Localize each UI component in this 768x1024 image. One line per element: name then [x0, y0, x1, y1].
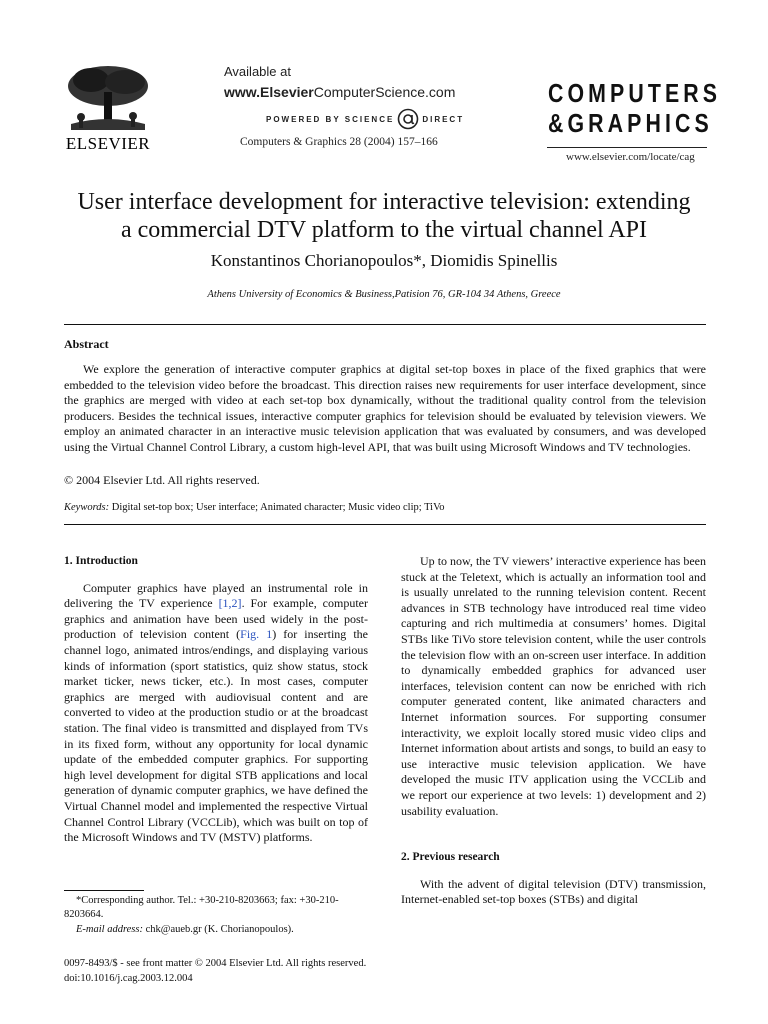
powered-by-end: DIRECT — [422, 114, 465, 124]
journal-title-line2: &GRAPHICS — [548, 108, 713, 138]
elsevier-logo — [58, 62, 158, 154]
elsevier-tree-icon — [61, 62, 155, 132]
journal-citation: Computers & Graphics 28 (2004) 157–166 — [240, 136, 438, 148]
journal-url[interactable]: www.elsevier.com/locate/cag — [566, 151, 695, 163]
available-at-label: Available at — [224, 64, 291, 79]
website-rest: ComputerScience.com — [313, 84, 456, 100]
publisher-logo-text: ELSEVIER — [65, 134, 151, 153]
abstract-copyright: © 2004 Elsevier Ltd. All rights reserved. — [64, 473, 260, 487]
keywords-list: Digital set-top box; User interface; Animated character; Music video clip; TiVo — [111, 502, 445, 513]
previous-research-paragraph-1: With the advent of digital television (DTV) transmission, Internet-enabled set-top boxes (STBs) and digital — [401, 876, 706, 907]
section-heading-previous-research: 2. Previous research — [401, 851, 500, 864]
bottom-metadata — [64, 956, 366, 986]
website-bold: www.Elsevier — [224, 84, 314, 100]
doi-line[interactable]: doi:10.1016/j.cag.2003.12.004 — [64, 973, 193, 984]
abstract-heading: Abstract — [64, 337, 109, 351]
intro-paragraph-1 — [64, 581, 368, 846]
article-title — [40, 188, 728, 244]
keywords-line — [64, 502, 445, 513]
powered-by-line — [266, 108, 464, 130]
abstract-body: We explore the generation of interactive computer graphics at digital set-top boxes in place of the fixed graphics that were embedded to the television video before the broadcast. This direction raises new requirements for user interface development, since the graphics are merged with video at each set-top box dynamically, without the traditional quality control from the television producers. Besides the technical issues, interactive computer graphics for television should be evaluated by television viewers. We employ an animated character in an interactive music television application that was evaluated by consumers, and was developed using the Virtual Channel Control Library, a custom high-level API, that was built using Microsoft Windows and TV technologies. — [64, 362, 706, 454]
website-link[interactable] — [224, 84, 455, 100]
article-title-line1: User interface development for interactive television: extending — [77, 189, 691, 215]
intro-p1-text-b: . For example, computer graphics and animation have been used widely in the post-production of television content ( — [64, 596, 368, 642]
intro-p1-text-a: Computer graphics have played an instrumental role in delivering the TV experience — [64, 580, 368, 611]
citation-ref-1-2[interactable]: [1,2] — [218, 596, 242, 611]
journal-title-line1: COMPUTERS — [548, 78, 722, 108]
intro-paragraph-2: Up to now, the TV viewers’ interactive experience has been stuck at the Teletext, which is actually an information tool and is usually unrelated to the running television content. Recent advances in STB technology have introduced real time video capturing and rich multimedia at consumers’ homes. Digital STBs like TiVo store television content, while the user controls the television flow with an on-screen user interface. In addition to dynamically embedded graphics for advanced user interfaces, television content can now be enriched with rich computer generated content, like animated characters and Internet information sources. For supporting consumer interactivity, we exploit locally stored music video clips and Internet information about artists and songs, to build an easy to use interactive music television application. We have developed the music ITV application using the VCCLib and we report our experience at two levels: 1) development and 2) usability evaluation. — [401, 554, 706, 818]
sciencedirect-at-icon — [397, 108, 419, 130]
powered-by-label: POWERED BY SCIENCE — [266, 114, 395, 124]
corresponding-author-footnote: *Corresponding author. Tel.: +30-210-8203663; fax: +30-210-8203664. — [64, 895, 339, 920]
keywords-label: Keywords: — [64, 502, 110, 513]
email-label: E-mail address: — [76, 924, 143, 935]
right-column — [401, 554, 706, 908]
article-title-line2: a commercial DTV platform to the virtual channel API — [120, 217, 648, 243]
left-column — [64, 554, 368, 846]
email-footnote — [64, 924, 368, 935]
figure-ref-1[interactable]: Fig. 1 — [240, 627, 273, 642]
journal-title — [548, 78, 721, 138]
abstract-bottom-rule — [64, 524, 706, 525]
intro-p1-text-c: ) for inserting the channel logo, animated intros/endings, and displaying various kinds of information (sport statistics, quiz show status, stock market ticker, news ticker, etc.). In most cases, computer graphics are merged with audiovisual content and are converted to video at the production studio or at the broadcast station. The final video is transmitted and displayed from TVs in its fixed form, without any opportunity for local dynamic update of the embedded computer graphics. For supporting high level development for digital STB applications and local generation of dynamic computer graphics, we have defined the Virtual Channel model and implemented the respective Virtual Channel Control Library (VCCLib), which was built on top of the Microsoft Windows and TV (MSTV) platforms. — [64, 627, 368, 845]
footnote-rule — [64, 890, 144, 891]
section-heading-introduction: 1. Introduction — [64, 555, 138, 567]
email-value[interactable]: chk@aueb.gr (K. Chorianopoulos). — [145, 924, 294, 935]
journal-divider — [547, 147, 707, 148]
author-affiliation: Athens University of Economics & Business,Patision 76, GR-104 34 Athens, Greece — [207, 289, 561, 300]
abstract-top-rule — [64, 324, 706, 325]
article-authors: Konstantinos Chorianopoulos*, Diomidis Spinellis — [210, 251, 558, 270]
issn-line: 0097-8493/$ - see front matter © 2004 Elsevier Ltd. All rights reserved. — [64, 958, 367, 969]
